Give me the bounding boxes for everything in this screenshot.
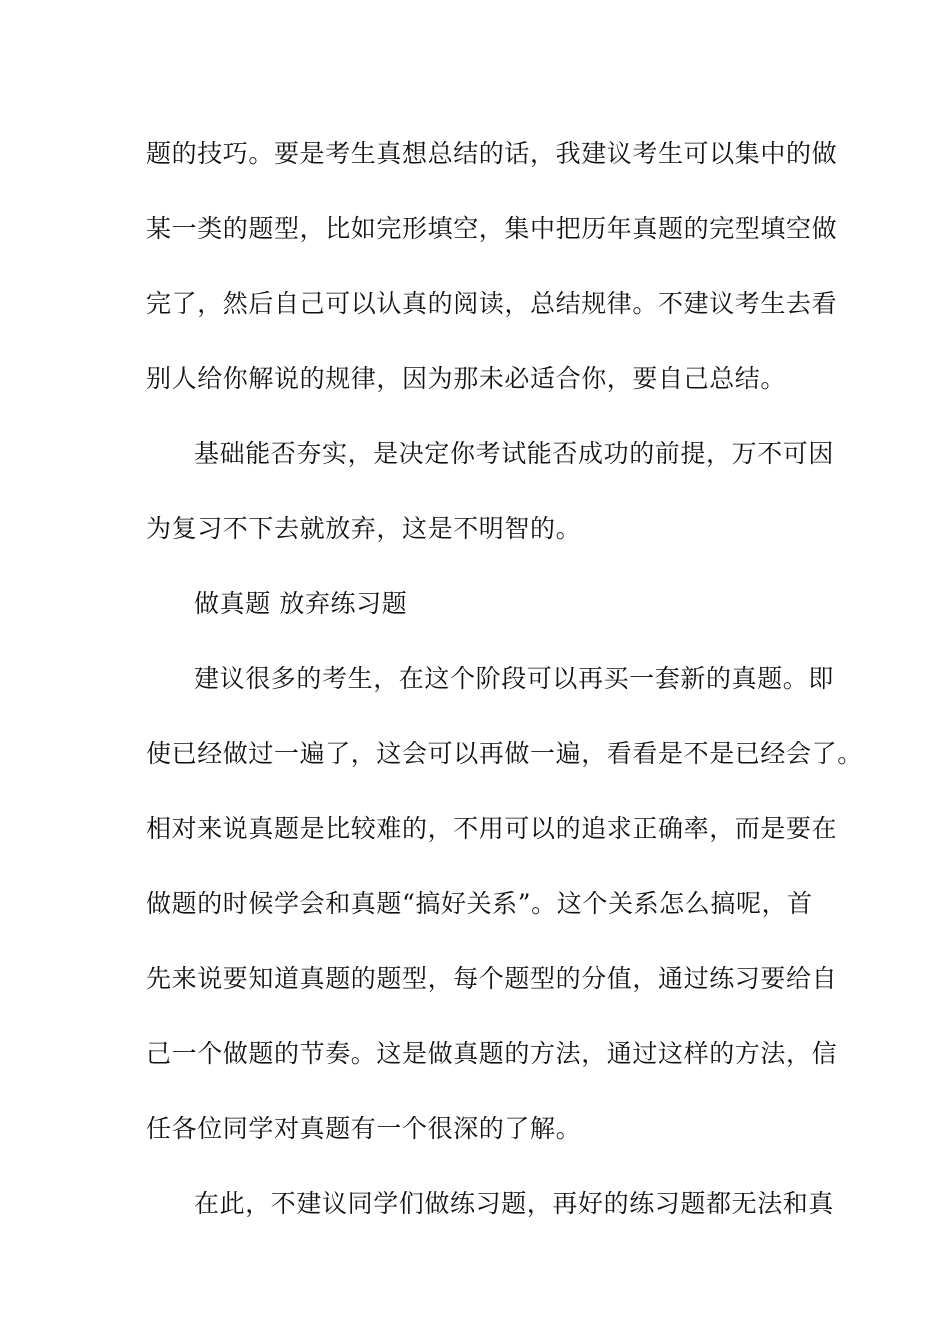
text-line: 某一类的题型，比如完形填空，集中把历年真题的完型填空做 bbox=[146, 214, 838, 243]
text-line: 做题的时候学会和真题“搞好关系”。这个关系怎么搞呢，首 bbox=[146, 889, 813, 918]
paragraph-start-line: 建议很多的考生，在这个阶段可以再买一套新的真题。即 bbox=[194, 664, 835, 693]
text-line: 先来说要知道真题的题型，每个题型的分值，通过练习要给自 bbox=[146, 964, 838, 993]
text-line: 相对来说真题是比较难的，不用可以的追求正确率，而是要在 bbox=[146, 814, 838, 843]
text-line: 完了，然后自己可以认真的阅读，总结规律。不建议考生去看 bbox=[146, 289, 838, 318]
document-body bbox=[146, 132, 863, 1257]
paragraph-start-line: 在此，不建议同学们做练习题，再好的练习题都无法和真 bbox=[194, 1189, 835, 1218]
section-heading: 做真题 放弃练习题 bbox=[194, 589, 408, 618]
text-line: 任各位同学对真题有一个很深的了解。 bbox=[146, 1114, 582, 1143]
text-line: 别人给你解说的规律，因为那未必适合你，要自己总结。 bbox=[146, 364, 787, 393]
text-line: 己一个做题的节奏。这是做真题的方法，通过这样的方法，信 bbox=[146, 1039, 838, 1068]
text-line: 使已经做过一遍了，这会可以再做一遍，看看是不是已经会了。 bbox=[146, 739, 863, 768]
paragraph-start-line: 基础能否夯实，是决定你考试能否成功的前提，万不可因 bbox=[194, 439, 835, 468]
text-line: 为复习不下去就放弃，这是不明智的。 bbox=[146, 514, 582, 543]
text-line: 题的技巧。要是考生真想总结的话，我建议考生可以集中的做 bbox=[146, 139, 838, 168]
